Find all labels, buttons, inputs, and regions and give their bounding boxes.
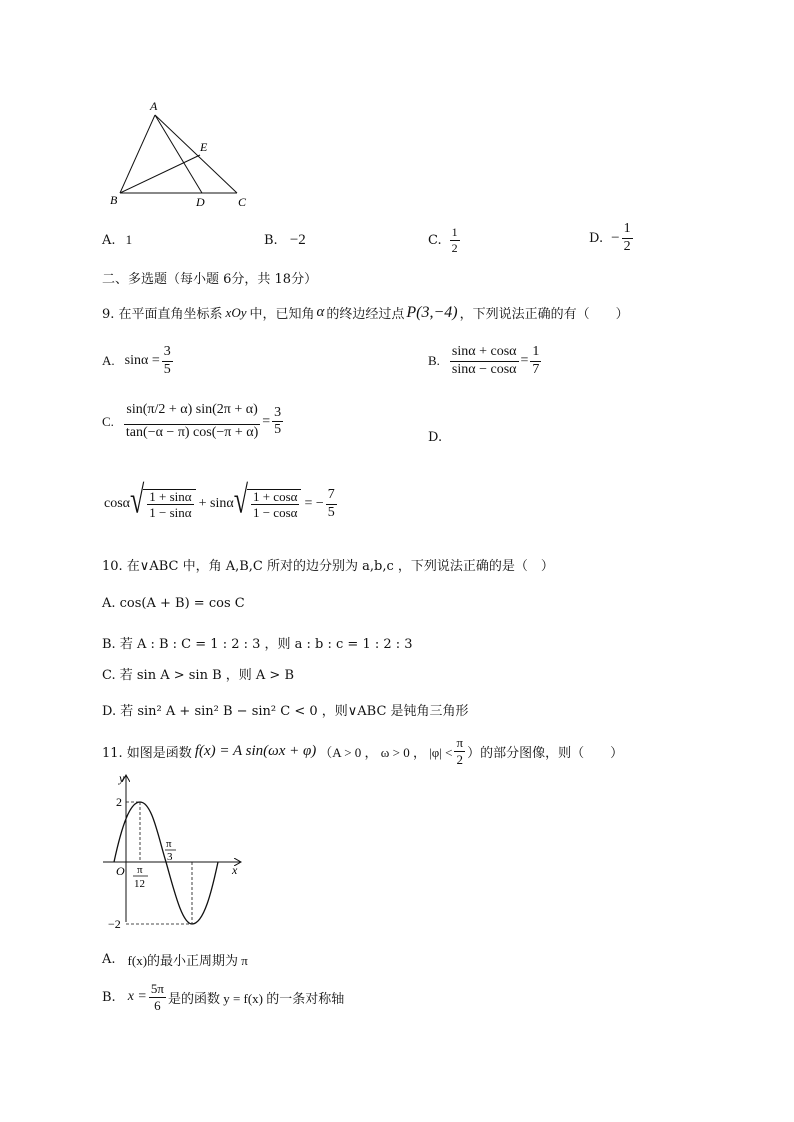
sqrt: √ $\frac{1 + \cos\alpha}{1 - \cos\alpha}$ (234, 489, 302, 520)
tick-pi12-num: π (137, 864, 143, 876)
option-fraction: $\frac{1}{2}$ (623, 221, 631, 254)
fraction: $\frac{\pi}{2}$ (456, 735, 464, 767)
q11-option-a: A. f(x)的最小正周期为 π (102, 952, 248, 968)
q10-option-d: D. 若 sin² A + sin² B − sin² C < 0 ，则∨ABC 是钝角三角形 (102, 704, 469, 719)
option-value: 1 (125, 232, 133, 247)
tick-pi3-den: 3 (167, 851, 173, 863)
fraction: $\frac{7}{5}$ (327, 487, 335, 520)
max-value-label: 2 (116, 795, 122, 809)
point-d-label: D (196, 195, 205, 209)
q11-option-b: B. x = $\frac{5\pi}{6}$ 是的函数 y = f(x) 的一条对称轴 (102, 981, 345, 1013)
q10-option-b: B. 若 A : B : C = 1 : 2 : 3 ，则 a : b : c = 1 : 2 : 3 (102, 637, 413, 652)
option-fraction: $\frac{1}{2}$ (451, 225, 458, 255)
q8-option-a (102, 232, 132, 248)
option-label: D. (589, 230, 604, 246)
fraction: $\frac{5\pi}{6}$ (150, 981, 164, 1013)
q9-option-a: A. sinα = $\frac{3}{5}$ (102, 344, 171, 377)
q9-option-b: B. $\frac{\sin\alpha + \cos\alpha}{\sin\alpha - \cos\alpha}$ = $\frac{1}{7}$ (428, 344, 540, 377)
fraction: $\frac{1}{7}$ (532, 344, 540, 377)
tick-pi3-num: π (166, 838, 172, 850)
q9-option-d: cosα √ $\frac{1 + \sin\alpha}{1 - \sin\alpha}$ + sinα √ $\frac{1 + \cos\alpha}{1 - \cos\alpha}$ = − $\frac{7}{5}$ (104, 477, 335, 522)
min-value-label: −2 (108, 917, 121, 930)
q9-option-d-label: D. (428, 430, 443, 445)
option-label: B. (264, 233, 278, 248)
fraction: $\frac{\sin\alpha + \cos\alpha}{\sin\alpha - \cos\alpha}$ (451, 344, 517, 377)
sine-curve (114, 802, 218, 924)
vertex-a-label: A (150, 99, 158, 113)
origin-label: O (116, 864, 125, 878)
side-ab (120, 115, 155, 193)
q8-option-b (264, 232, 306, 249)
section-heading: 二、多选题（每小题 6分，共 18分） (102, 272, 318, 287)
q8-option-c (428, 226, 462, 254)
fraction: $\frac{3}{5}$ (163, 344, 171, 377)
q10-option-a: A. cos(A + B) = cos C (102, 596, 245, 611)
side-ac (155, 115, 237, 193)
segment-ad (155, 115, 202, 193)
q9-stem: 9. 在平面直角坐标系 xOy 中，已知角 α 的终边经过点 P(3,−4) ，下列说法正确的有（ ） (102, 303, 629, 322)
q11-stem: 11. 如图是函数 f(x) = A sin(ωx + φ) （A > 0 ， ω > 0 ， |φ| < $\frac{\pi}{2}$ ）的部分图像，则（ ） (102, 735, 624, 767)
y-axis-label: y (119, 771, 125, 785)
sine-graph (100, 770, 250, 930)
q9-option-c: C. $\frac{\sin(\pi/2 + \alpha) \sin(2\pi + \alpha)}{\tan(-\alpha - \pi) \cos(-\pi + \alpha)}$ = $\frac{3}{5}$ (102, 402, 282, 440)
sqrt: √ $\frac{1 + \sin\alpha}{1 - \sin\alpha}$ (130, 489, 196, 520)
option-label: A. (102, 233, 116, 248)
vertex-b-label: B (110, 193, 118, 207)
x-axis-label: x (232, 863, 238, 877)
option-sign: − (611, 229, 620, 246)
q10-stem: 10. 在∨ABC 中，角 A,B,C 所对的边分别为 a,b,c ，下列说法正确的是（ ） (102, 559, 554, 574)
segment-be (120, 155, 200, 193)
q8-option-d (589, 222, 635, 254)
fraction: $\frac{\sin(\pi/2 + \alpha) \sin(2\pi + \alpha)}{\tan(-\alpha - \pi) \cos(-\pi + \alpha)}$ (125, 402, 259, 440)
point-e-label: E (200, 140, 208, 154)
option-label: C. (428, 232, 442, 248)
vertex-c-label: C (238, 195, 247, 209)
option-value: −2 (289, 232, 306, 248)
tick-pi12-den: 12 (134, 878, 145, 890)
fraction: $\frac{3}{5}$ (274, 404, 282, 438)
q10-option-c: C. 若 sin A > sin B ，则 A > B (102, 668, 295, 683)
triangle-figure (100, 95, 260, 215)
